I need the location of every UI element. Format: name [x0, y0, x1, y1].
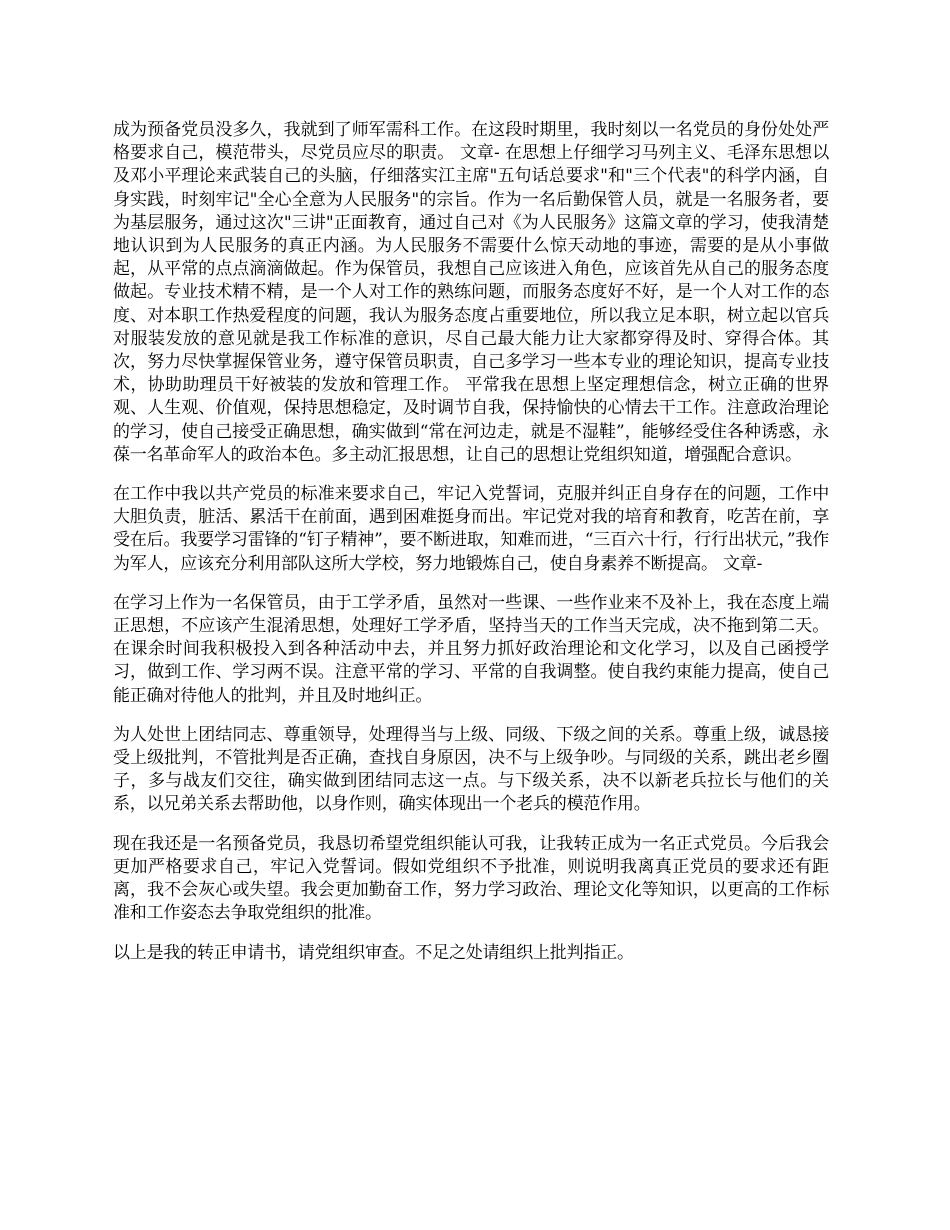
- paragraph-3: 在学习上作为一名保管员，由于工学矛盾，虽然对一些课、一些作业来不及补上，我在态度上端正思想，不应该产生混淆思想，处理好工学矛盾，坚持当天的工作当天完成，决不拖到第二天。在课余时间我积极投入到各种活动中去，并且努力抓好政治理论和文化学习，以及自己函授学习，做到工作、学习两不误。注意平常的学习、平常的自我调整。使自我约束能力提高，使自己能正确对待他人的批判，并且及时地纠正。: [113, 592, 829, 706]
- paragraph-2: 在工作中我以共产党员的标准来要求自己，牢记入党誓词，克服并纠正自身存在的问题，工作中大胆负责，脏活、累活干在前面，遇到困难挺身而出。牢记党对我的培育和教育，吃苦在前，享受在后。我要学习雷锋的“钉子精神”，要不断进取，知难而进，“三百六十行，行行出状元，”我作为军人，应该充分利用部队这所大学校，努力地锻炼自己，使自身素养不断提高。 文章-: [113, 484, 829, 574]
- document-body: [113, 119, 829, 981]
- paragraph-4: 为人处世上团结同志、尊重领导，处理得当与上级、同级、下级之间的关系。尊重上级，诚恳接受上级批判，不管批判是否正确，查找自身原因，决不与上级争吵。与同级的关系，跳出老乡圈子，多与战友们交往，确实做到团结同志这一点。与下级关系，决不以新老兵拉长与他们的关系，以兄弟关系去帮助他，以身作则，确实体现出一个老兵的模范作用。: [113, 724, 829, 815]
- paragraph-6: 以上是我的转正申请书，请党组织审查。不足之处请组织上批判指正。: [113, 942, 634, 963]
- paragraph-5: 现在我还是一名预备党员，我恳切希望党组织能认可我，让我转正成为一名正式党员。今后我会更加严格要求自己，牢记入党誓词。假如党组织不予批准，则说明我离真正党员的要求还有距离，我不会灰心或失望。我会更加勤奋工作，努力学习政治、理论文化等知识，以更高的工作标准和工作姿态去争取党组织的批准。: [113, 833, 829, 924]
- paragraph-1: 成为预备党员没多久，我就到了师军需科工作。在这段时期里，我时刻以一名党员的身份处处严格要求自己，模范带头，尽党员应尽的职责。 文章- 在思想上仔细学习马列主义、毛泽东思想以及邓小平理论来武装自己的头脑，仔细落实江主席"五句话总要求"和"三个代表"的科学内涵，自身实践，时刻牢记"全心全意为人民服务"的宗旨。作为一名后勤保管人员，就是一名服务者，要为基层服务，通过这次"三讲"正面教育，通过自己对《为人民服务》这篇文章的学习，使我清楚地认识到为人民服务的真正内涵。为人民服务不需要什么惊天动地的事迹，需要的是从小事做起，从平常的点点滴滴做起。作为保管员，我想自己应该进入角色，应该首先从自己的服务态度做起。专业技术精不精，是一个人对工作的熟练问题，而服务态度好不好，是一个人对工作的态度、对本职工作热爱程度的问题，我认为服务态度占重要地位，所以我立足本职，树立起以官兵对服装发放的意见就是我工作标准的意识，尽自己最大能力让大家都穿得及时、穿得合体。其次，努力尽快掌握保管业务，遵守保管员职责，自己多学习一些本专业的理论知识，提高专业技术，协助助理员干好被装的发放和管理工作。 平常我在思想上坚定理想信念，树立正确的世界观、人生观、价值观，保持思想稳定，及时调节自我，保持愉快的心情去干工作。注意政治理论的学习，使自己接受正确思想，确实做到“常在河边走，就是不湿鞋”，能够经受住各种诱惑，永葆一名革命军人的政治本色。多主动汇报思想，让自己的思想让党组织知道，增强配合意识。: [113, 120, 829, 465]
